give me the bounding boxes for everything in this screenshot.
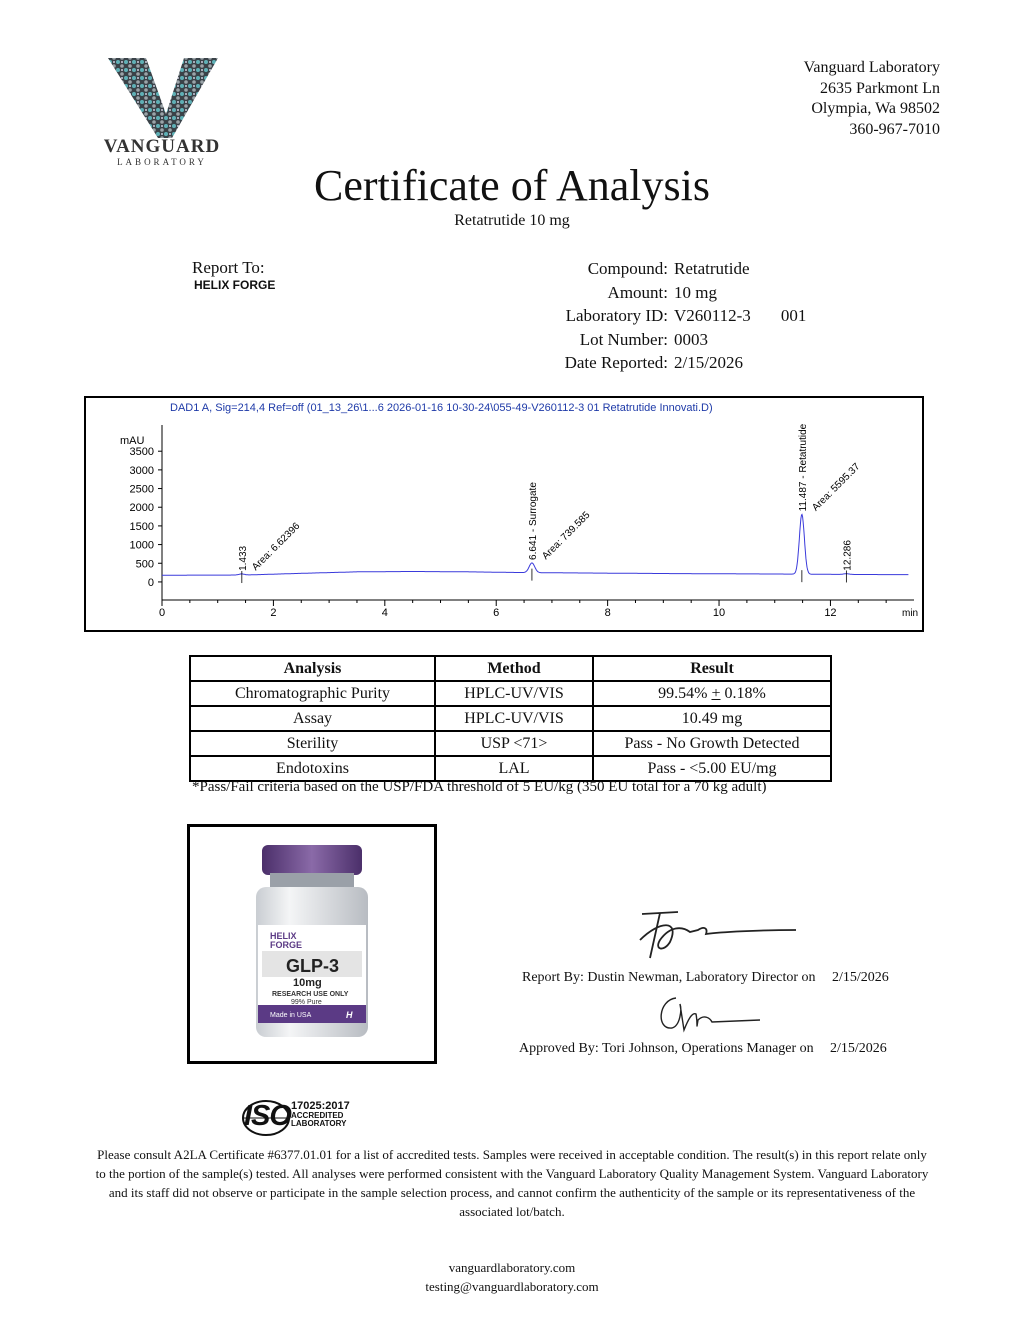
page-title: Certificate of Analysis [314, 161, 710, 210]
iso-laboratory-line: LABORATORY [291, 1119, 347, 1128]
lot-label: Lot Number: [579, 329, 668, 349]
y-tick-label: 2500 [129, 483, 154, 496]
disclaimer: Please consult A2LA Certificate #6377.01.01 for a list of accredited tests. Samples were received in acceptable condition. The result(s) in this report relate only to the portion of the sample(s) tested. All analyses were performed consistent with the Vanguard Laboratory Quality Management System. Vanguard Laboratory and its staff did not observe or participate in the sample selection process, and cannot confirm the authenticity of the sample or its representativeness of the associated lot/batch. [95, 1147, 929, 1219]
vial-origin: Made in USA [270, 1012, 312, 1019]
result-tail: 0.18% [720, 685, 766, 702]
y-axis-label: mAU [120, 435, 145, 447]
analysis-cell: Sterility [190, 731, 435, 756]
report-by-date: 2/15/2026 [832, 970, 889, 985]
y-tick-label: 0 [147, 576, 154, 589]
result-cell: 10.49 mg [593, 706, 831, 731]
x-tick-label: 4 [381, 607, 388, 619]
lot-value: 0003 [674, 329, 708, 349]
y-tick-label: 1500 [129, 520, 154, 533]
method-cell: LAL [435, 756, 593, 781]
y-tick-label: 3500 [129, 446, 154, 459]
lab-name: Vanguard Laboratory [803, 59, 940, 76]
signature-report [620, 900, 800, 960]
vial-research: RESEARCH USE ONLY [272, 991, 349, 998]
results-table [189, 655, 832, 782]
result-cell [593, 681, 831, 706]
date-value: 2/15/2026 [674, 353, 743, 373]
amount-value: 10 mg [674, 282, 717, 302]
header-result: Result [593, 656, 831, 681]
vial-mark: H [346, 1010, 353, 1020]
analysis-cell: Assay [190, 706, 435, 731]
x-tick-label: 10 [712, 607, 726, 619]
vial-brand-line2: FORGE [270, 940, 303, 950]
logo-subtitle: LABORATORY [117, 157, 207, 167]
compound-value: Retatrutide [674, 259, 750, 278]
compound-label: Compound: [587, 259, 668, 278]
report-to-label: Report To: [192, 258, 265, 277]
x-tick-label: 2 [270, 607, 277, 619]
analysis-cell: Endotoxins [190, 756, 435, 781]
vial-brand-line1: HELIX [270, 931, 297, 941]
y-tick-label: 2000 [129, 502, 154, 515]
result-cell: Pass - <5.00 EU/mg [593, 756, 831, 781]
plus-minus-sign: + [711, 685, 721, 702]
y-tick-label: 3000 [129, 464, 154, 477]
table-row [190, 756, 831, 781]
peak-rt-label: 11.487 - Retatrutide [797, 423, 809, 512]
report-to-client: HELIX FORGE [194, 278, 276, 292]
logo-wordmark: VANGUARD [103, 136, 221, 157]
lab-city: Olympia, Wa 98502 [811, 100, 940, 117]
chromatogram-title: DAD1 A, Sig=214,4 Ref=off (01_13_26\1...6 2026-01-16 10-30-24\055-49-V260112-3 01 Retatrutide Innovati.D) [170, 402, 713, 414]
approved-by-date: 2/15/2026 [830, 1041, 887, 1056]
report-by-text: Report By: Dustin Newman, Laboratory Director on [522, 970, 816, 985]
analysis-cell: Chromatographic Purity [190, 681, 435, 706]
lab-address [804, 58, 940, 140]
peak-area-label: Area: 739.585 [540, 509, 593, 563]
iso-standard: 17025:2017 [291, 1100, 350, 1112]
result-cell: Pass - No Growth Detected [593, 731, 831, 756]
x-tick-label: 0 [158, 607, 166, 619]
lab-id-suffix: 001 [780, 306, 807, 326]
lab-id-label: Laboratory ID: [565, 306, 668, 326]
email-link[interactable]: testing@vanguardlaboratory.com [425, 1279, 599, 1294]
y-tick-label: 1000 [129, 539, 154, 552]
date-label: Date Reported: [564, 353, 668, 373]
approved-by-text: Approved By: Tori Johnson, Operations Manager on [519, 1041, 814, 1056]
method-cell: USP <71> [435, 731, 593, 756]
sample-info [480, 257, 806, 375]
results-header-row [190, 656, 831, 681]
lab-id-value: V260112-3 [674, 306, 751, 326]
table-row [190, 681, 831, 706]
iso-letters: ISO [244, 1100, 291, 1132]
method-cell: HPLC-UV/VIS [435, 706, 593, 731]
table-row [190, 706, 831, 731]
website-link[interactable]: vanguardlaboratory.com [448, 1260, 576, 1275]
lab-street: 2635 Parkmont Ln [820, 79, 940, 97]
lab-phone: 360-967-7010 [849, 120, 940, 138]
table-row [190, 731, 831, 756]
amount-label: Amount: [607, 282, 668, 302]
peak-rt-label: 6.641 - Surrogate [527, 482, 539, 560]
vial-image [190, 827, 434, 1061]
vial-purity: 99% Pure [291, 999, 322, 1006]
table-footnote: *Pass/Fail criteria based on the USP/FDA threshold of 5 EU/kg (350 EU total for a 70 kg adult) [192, 779, 767, 795]
iso-accredited-line: ACCREDITED [291, 1111, 344, 1120]
header-method: Method [435, 656, 593, 681]
peak-area-label: Area: 6.62396 [250, 520, 303, 574]
result-main: 99.54% [658, 685, 712, 702]
vial-dose: 10mg [293, 977, 322, 989]
peak-rt-label: 1.433 [237, 545, 249, 571]
x-tick-label: 6 [493, 607, 500, 619]
iso-accredited [291, 1112, 346, 1128]
x-tick-label: 8 [604, 607, 611, 619]
peak-area-label: Area: 5595.37 [810, 461, 863, 514]
chromatogram [92, 400, 924, 632]
peak-rt-label: 12.286 [842, 540, 854, 571]
x-axis-label: min [902, 608, 919, 619]
vial-product: GLP-3 [286, 956, 340, 976]
header-analysis: Analysis [190, 656, 435, 681]
method-cell: HPLC-UV/VIS [435, 681, 593, 706]
y-tick-label: 500 [135, 558, 154, 571]
page-subtitle: Retatrutide 10 mg [454, 212, 570, 229]
signature-approved [650, 990, 760, 1035]
x-tick-label: 12 [824, 607, 837, 619]
